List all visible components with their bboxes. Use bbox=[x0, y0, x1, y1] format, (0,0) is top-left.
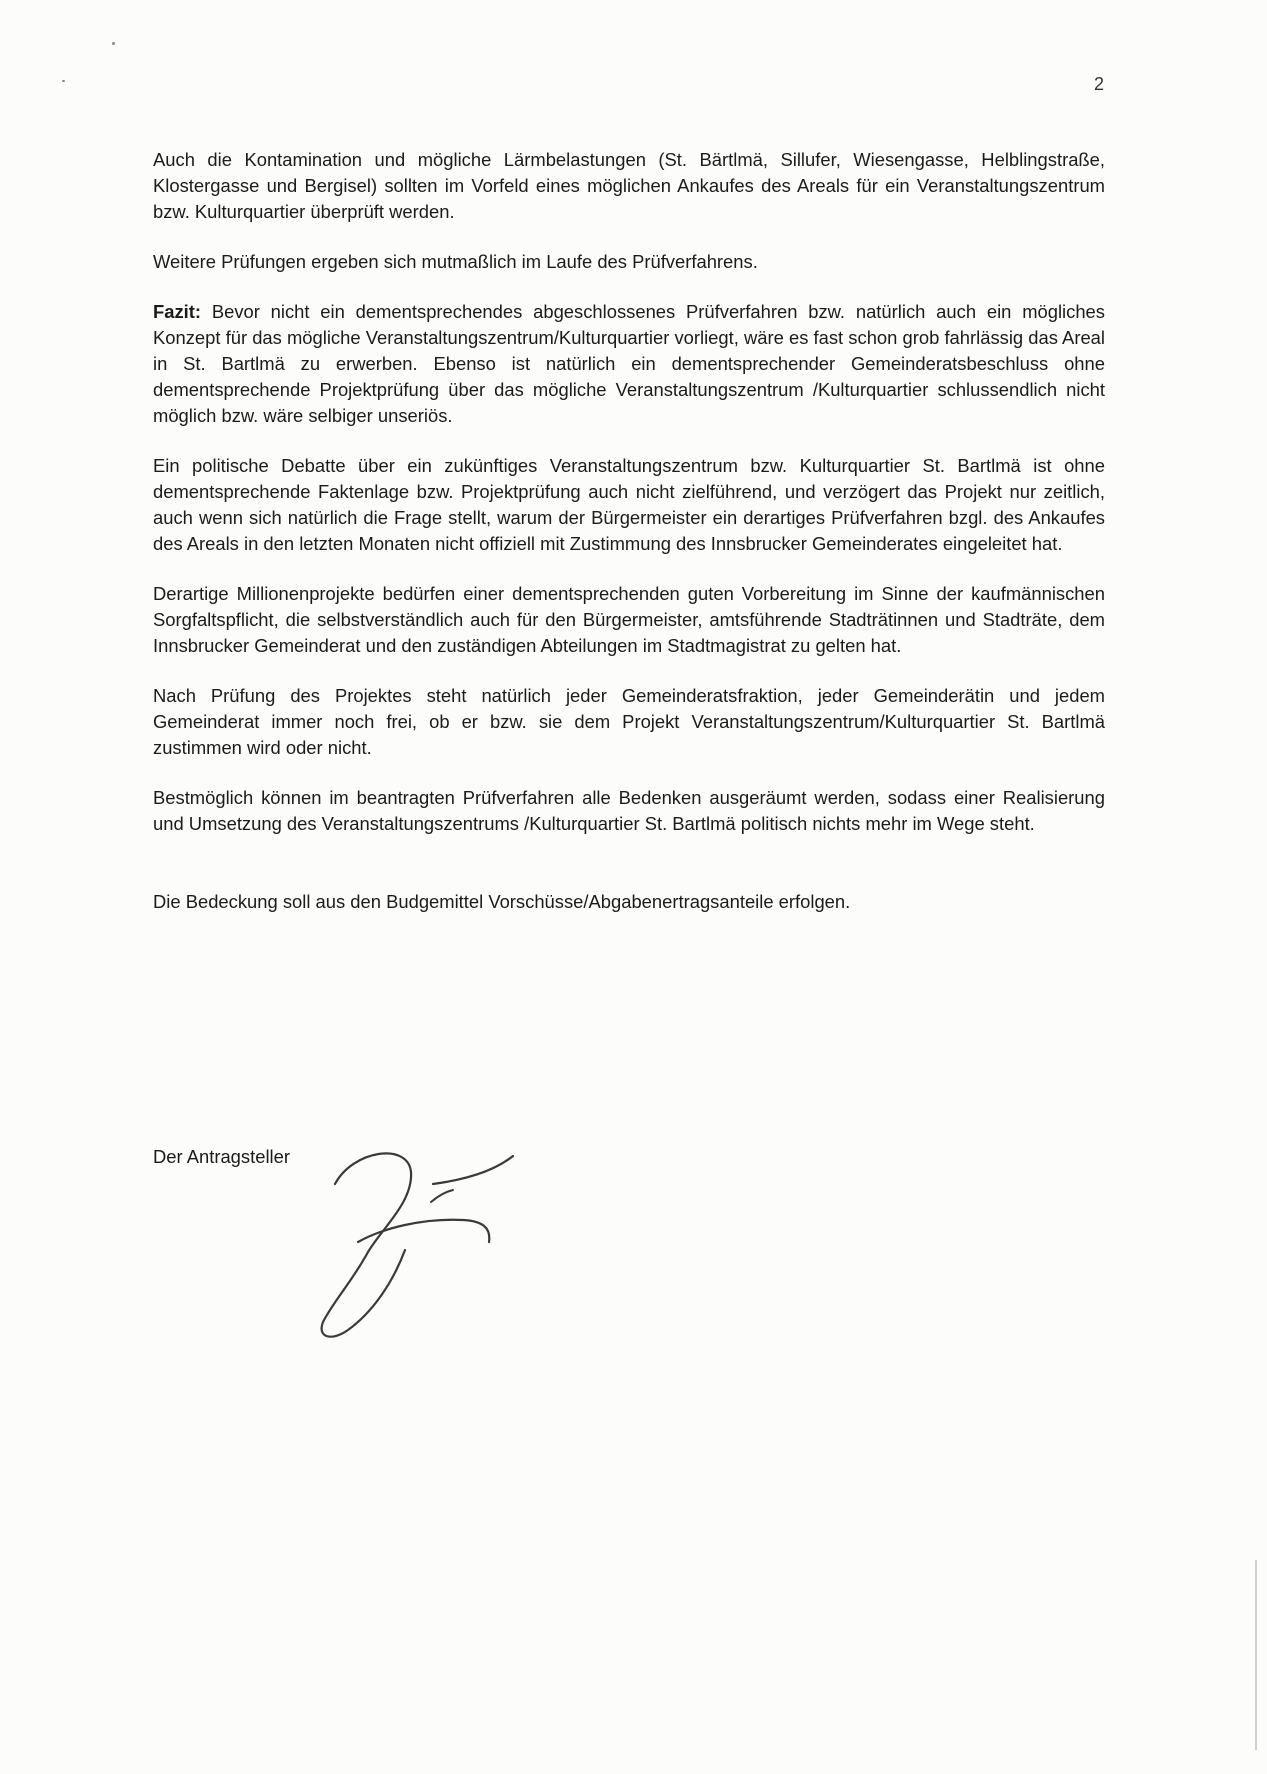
signature-label: Der Antragsteller bbox=[153, 1146, 290, 1167]
paragraph-text: Auch die Kontamination und mögliche Lärmbelastungen (St. Bärtlmä, Sillufer, Wiesengasse, Helblingstraße, Klostergasse und Bergisel) sollten im Vorfeld eines möglichen Ankaufes des Areals für ein Veranstaltungszentrum bzw. Kulturquartier überprüft werden. bbox=[153, 149, 1105, 222]
scan-speck bbox=[62, 80, 65, 82]
paragraph-text: Derartige Millionenprojekte bedürfen einer dementsprechenden guten Vorbereitung im Sinne der kaufmännischen Sorgfaltspflicht, die selbstverständlich auch für den Bürgermeister, amtsführende Stadträtinnen und Stadträte, dem Innsbrucker Gemeinderat und den zuständigen Abteilungen im Stadtmagistrat zu gelten hat. bbox=[153, 583, 1105, 656]
handwritten-signature bbox=[313, 1132, 613, 1352]
signature-block bbox=[153, 1146, 753, 1366]
scan-speck bbox=[112, 42, 115, 45]
paragraph-text: Bevor nicht ein dementsprechendes abgeschlossenes Prüfverfahren bzw. natürlich auch ein mögliches Konzept für das mögliche Veranstaltungszentrum/Kulturquartier vorliegt, wäre es fast schon grob fahrlässig das Areal in St. Bartlmä zu erwerben. Ebenso ist natürlich ein dementsprechender Gemeinderatsbeschluss ohne dementsprechende Projektprüfung über das mögliche Veranstaltungszentrum /Kulturquartier schlussendlich nicht möglich bzw. wäre selbiger unseriös. bbox=[153, 301, 1105, 426]
paragraph-political-debate bbox=[153, 453, 1105, 557]
paragraph-text: Die Bedeckung soll aus den Budgemittel Vorschüsse/Abgabenertragsanteile erfolgen. bbox=[153, 891, 851, 912]
paragraph-conclusion bbox=[153, 299, 1105, 429]
paragraph-best-case bbox=[153, 785, 1105, 837]
paragraph-text: Weitere Prüfungen ergeben sich mutmaßlich im Laufe des Prüfverfahrens. bbox=[153, 251, 758, 272]
paragraph-further-checks bbox=[153, 249, 1105, 275]
document-body bbox=[153, 147, 1105, 939]
scan-edge-artifact bbox=[1255, 1560, 1257, 1750]
paragraph-funding bbox=[153, 889, 1105, 915]
paragraph-million-projects bbox=[153, 581, 1105, 659]
paragraph-after-review bbox=[153, 683, 1105, 761]
paragraph-contamination bbox=[153, 147, 1105, 225]
paragraph-text: Bestmöglich können im beantragten Prüfverfahren alle Bedenken ausgeräumt werden, sodass einer Realisierung und Umsetzung des Veranstaltungszentrums /Kulturquartier St. Bartlmä politisch nichts mehr im Wege steht. bbox=[153, 787, 1105, 834]
paragraph-text: Ein politische Debatte über ein zukünftiges Veranstaltungszentrum bzw. Kulturquartier St. Bartlmä ist ohne dementsprechende Faktenlage bzw. Projektprüfung auch nicht zielführend, und verzögert das Projekt nur zeitlich, auch wenn sich natürlich die Frage stellt, warum der Bürgermeister ein derartiges Prüfverfahren bzgl. des Ankaufes des Areals in den letzten Monaten nicht offiziell mit Zustimmung des Innsbrucker Gemeinderates eingeleitet hat. bbox=[153, 455, 1105, 554]
paragraph-text: Nach Prüfung des Projektes steht natürlich jeder Gemeinderatsfraktion, jeder Gemeinderätin und jedem Gemeinderat immer noch frei, ob er bzw. sie dem Projekt Veranstaltungszentrum/Kulturquartier St. Bartlmä zustimmen wird oder nicht. bbox=[153, 685, 1105, 758]
paragraph-lead: Fazit: bbox=[153, 301, 202, 322]
page-number: 2 bbox=[1094, 74, 1105, 94]
